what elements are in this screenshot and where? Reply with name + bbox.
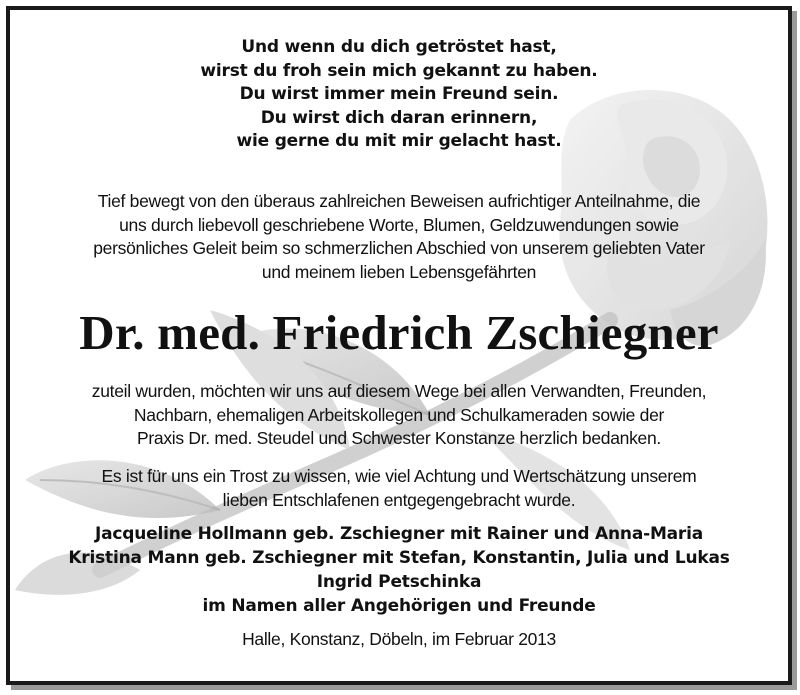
comfort-paragraph	[10, 465, 788, 512]
poem-line: wie gerne du mit mir gelacht hast.	[236, 131, 562, 151]
poem-line: Du wirst immer mein Freund sein.	[239, 84, 559, 104]
intro-line: und meinem lieben Lebensgefährten	[261, 261, 537, 282]
poem-line: Du wirst dich daran erinnern,	[260, 107, 538, 128]
poem	[10, 36, 788, 154]
poem-line: Und wenn du dich getröstet hast,	[241, 37, 557, 57]
comfort-line: lieben Entschlafenen entgegengebracht wurde.	[222, 489, 576, 510]
signers	[10, 522, 788, 618]
obituary-frame	[6, 6, 792, 685]
intro-paragraph	[10, 190, 788, 284]
intro-line: persönliches Geleit beim so schmerzlichen Abschied von unserem geliebten Vater	[93, 238, 705, 258]
poem-line: wirst du froh sein mich gekannt zu haben.	[200, 60, 598, 81]
intro-line: uns durch liebevoll geschriebene Worte, Blumen, Geldzuwendungen sowie	[119, 214, 679, 235]
thanks-line: Nachbarn, ehemaligen Arbeitskollegen und Schulkameraden sowie der	[133, 404, 665, 425]
signer-line: Jacqueline Hollmann geb. Zschiegner mit Rainer und Anna-Maria	[94, 524, 704, 544]
intro-line: Tief bewegt von den überaus zahlreichen Beweisen aufrichtiger Anteilnahme, die	[97, 191, 701, 211]
signer-line: Kristina Mann geb. Zschiegner mit Stefan, Konstantin, Julia und Lukas	[68, 548, 730, 568]
thanks-line: Praxis Dr. med. Steudel und Schwester Konstanze herzlich bedanken.	[137, 428, 661, 448]
signer-line: Ingrid Petschinka	[316, 572, 482, 592]
thanks-paragraph	[10, 380, 788, 451]
thanks-line: zuteil wurden, möchten wir uns auf diesem Wege bei allen Verwandten, Freunden,	[91, 381, 707, 401]
deceased-name: Dr. med. Friedrich Zschiegner	[79, 305, 719, 360]
place-date: Halle, Konstanz, Döbeln, im Februar 2013	[242, 629, 556, 649]
signer-line: im Namen aller Angehörigen und Freunde	[202, 596, 596, 616]
comfort-line: Es ist für uns ein Trost zu wissen, wie viel Achtung und Wertschätzung unserem	[101, 466, 697, 486]
